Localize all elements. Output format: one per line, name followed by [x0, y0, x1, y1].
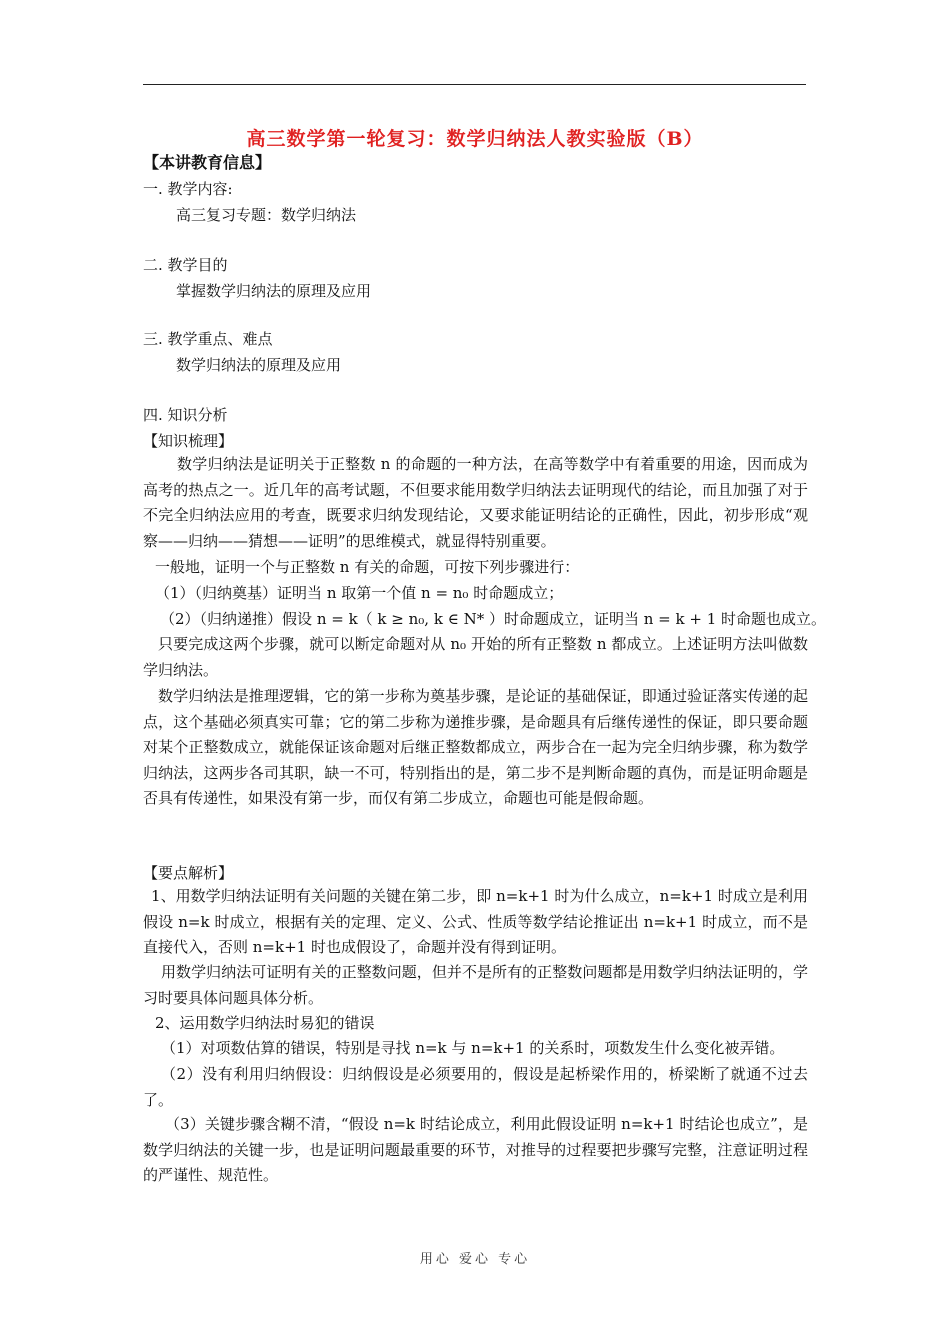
error-1: （1）对项数估算的错误，特别是寻找 n=k 与 n=k+1 的关系时，项数发生什么变化被弄错。 — [161, 1039, 785, 1057]
knowledge-heading: 【知识梳理】 — [143, 432, 234, 450]
section-1-body: 高三复习专题：数学归纳法 — [176, 206, 357, 224]
section-3-body: 数学归纳法的原理及应用 — [176, 356, 342, 374]
error-3: （3）关键步骤含糊不清，“假设 n=k 时结论成立，利用此假设证明 n=k+1 时结论也成立”，是数学归纳法的关键一步，也是证明问题最重要的环节，对推导的过程要把步骤写完整，注意证明过程的严谨性、规范性。 — [143, 1115, 808, 1185]
page-footer: 用心 爱心 专心 — [419, 1252, 531, 1267]
conclusion-paragraph: 只要完成这两个步骤，就可以断定命题对从 n₀ 开始的所有正整数 n 都成立。上述证明方法叫做数学归纳法。 — [143, 635, 808, 679]
key-point-1: 1、用数学归纳法证明有关问题的关键在第二步，即 n=k+1 时为什么成立，n=k+1 时成立是利用假设 n=k 时成立，根据有关的定理、定义、公式、性质等数学结论推证出 n=k+1 时成立，而不是直接代入，否则 n=k+1 时也成假设了，命题并没有得到证明。 — [143, 887, 808, 957]
section-1-heading: 一. 教学内容: — [143, 180, 233, 198]
intro-paragraph: 数学归纳法是证明关于正整数 n 的命题的一种方法，在高等数学中有着重要的用途，因而成为高考的热点之一。近几年的高考试题，不但要求能用数学归纳法去证明现代的结论，而且加强了对于不完全归纳法应用的考查，既要求归纳发现结论，又要求能证明结论的正确性，因此，初步形成“观察——归纳——猜想——证明”的思维模式，就显得特别重要。 — [143, 455, 808, 550]
section-4-heading: 四. 知识分析 — [143, 406, 228, 424]
header-rule — [143, 84, 806, 85]
logic-paragraph: 数学归纳法是推理逻辑，它的第一步称为奠基步骤，是论证的基础保证，即通过验证落实传递的起点，这个基础必须真实可靠；它的第二步称为递推步骤，是命题具有后继传递性的保证，即只要命题对某个正整数成立，就能保证该命题对后继正整数都成立，两步合在一起为完全归纳步骤，称为数学归纳法，这两步各司其职，缺一不可，特别指出的是，第二步不是判断命题的真伪，而是证明命题是否具有传递性，如果没有第一步，而仅有第二步成立，命题也可能是假命题。 — [143, 687, 808, 808]
section-heading: 【本讲教育信息】 — [143, 153, 272, 172]
error-2: （2）没有利用归纳假设：归纳假设是必须要用的，假设是起桥梁作用的，桥梁断了就通不过去了。 — [143, 1065, 808, 1109]
section-3-heading: 三. 教学重点、难点 — [143, 330, 273, 348]
section-2-body: 掌握数学归纳法的原理及应用 — [176, 282, 372, 300]
steps-intro: 一般地，证明一个与正整数 n 有关的命题，可按下列步骤进行： — [155, 558, 580, 576]
key-point-1-note: 用数学归纳法可证明有关的正整数问题，但并不是所有的正整数问题都是用数学归纳法证明的，学习时要具体问题具体分析。 — [143, 963, 808, 1007]
step-2: （2）（归纳递推）假设 n = k（ k ≥ n₀, k ∈ N* ）时命题成立，证明当 n = k + 1 时命题也成立。 — [160, 610, 827, 628]
key-points-heading: 【要点解析】 — [143, 864, 234, 882]
document-title: 高三数学第一轮复习：数学归纳法人教实验版（B） — [246, 128, 704, 150]
step-1: （1）（归纳奠基）证明当 n 取第一个值 n = n₀ 时命题成立； — [155, 584, 564, 602]
key-point-2: 2、运用数学归纳法时易犯的错误 — [155, 1014, 375, 1032]
section-2-heading: 二. 教学目的 — [143, 256, 228, 274]
